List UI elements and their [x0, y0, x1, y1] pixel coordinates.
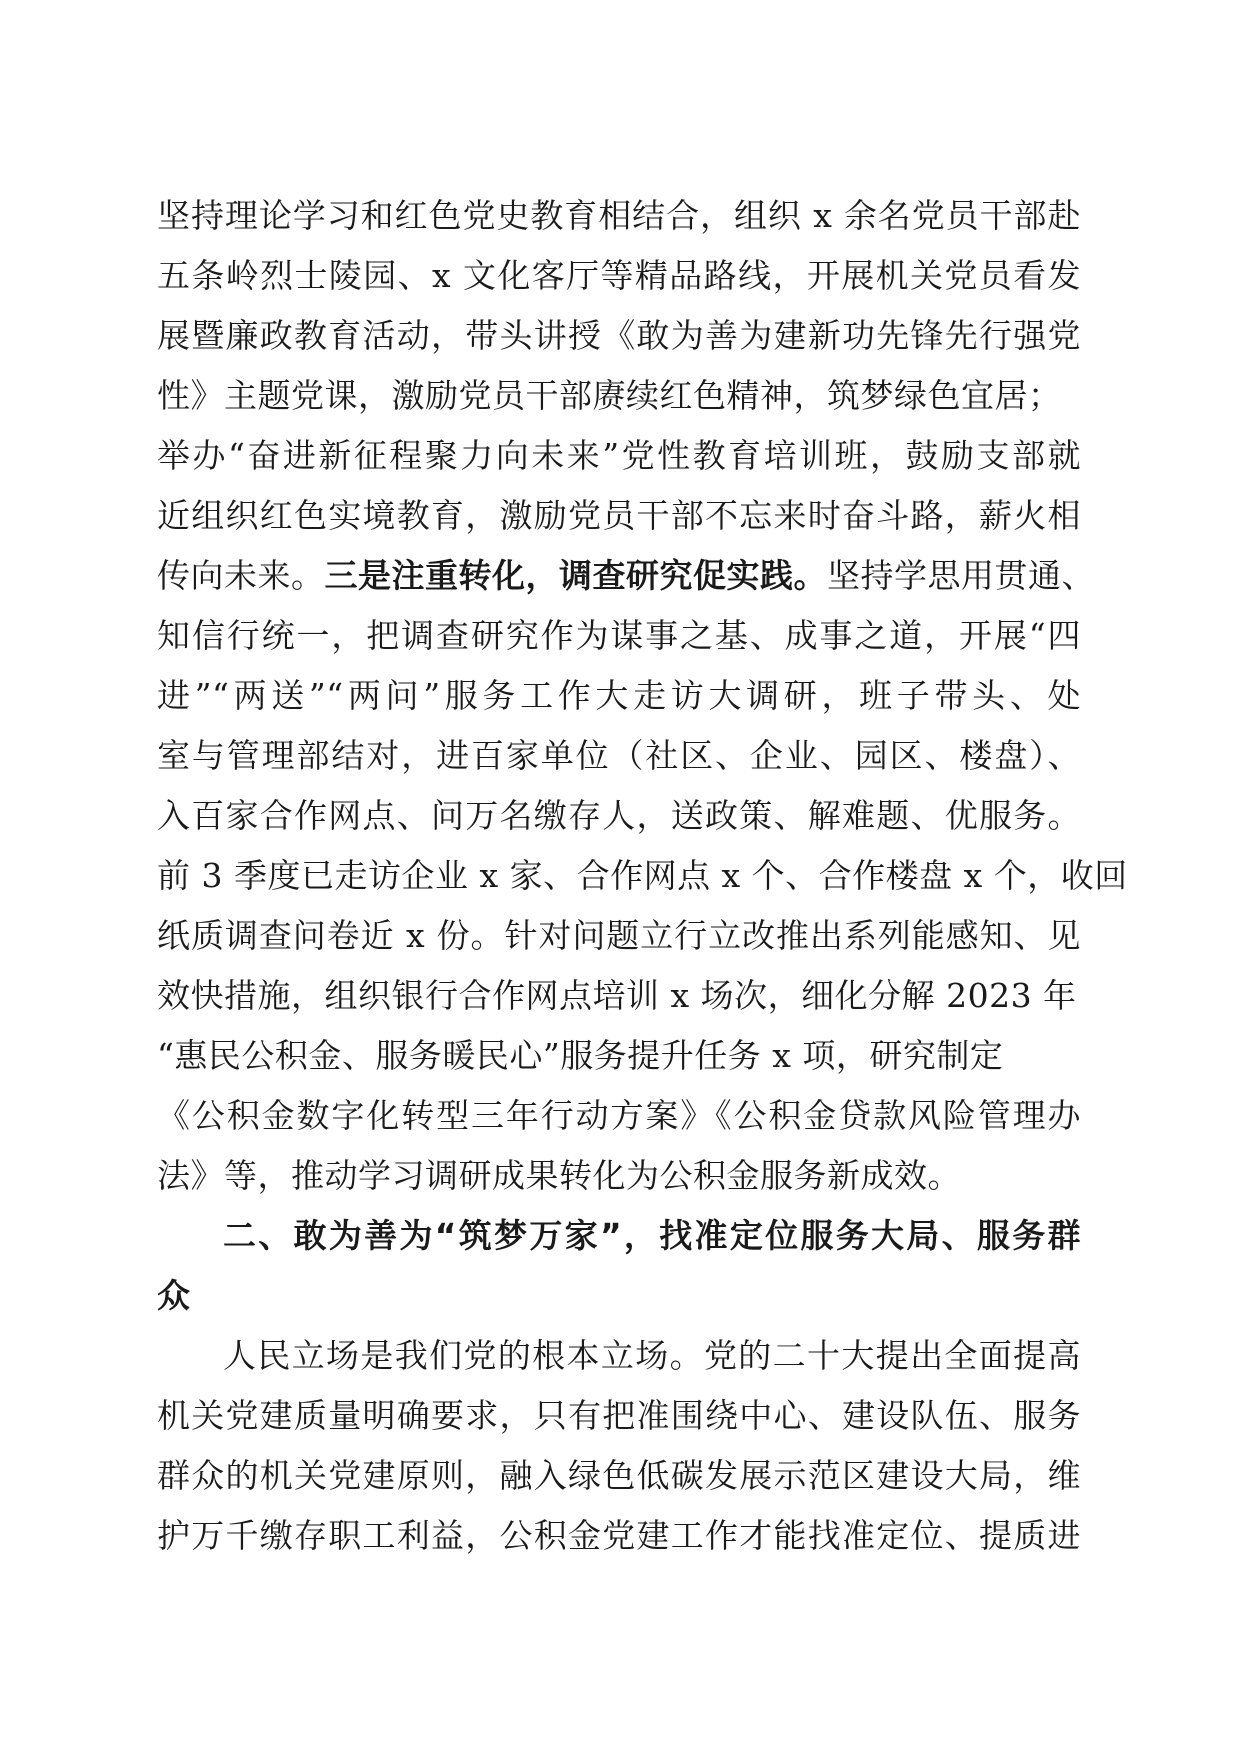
- bold-subheading: 三是注重转化，调查研究促实践。: [324, 556, 827, 595]
- text-line: 举办“奋进新征程聚力向未来”党性教育培训班，鼓励支部就: [157, 436, 1081, 475]
- text-line: 入百家合作网点、问万名缴存人，送政策、解难题、优服务。: [157, 796, 1081, 835]
- text-line: 进”“两送”“两问”服务工作大走访大调研，班子带头、处: [157, 676, 1081, 715]
- paragraph-theory-study: [157, 186, 1128, 1206]
- text-line: 性》主题党课，激励党员干部赓续红色精神，筑梦绿色宜居；: [157, 376, 1062, 415]
- text-line: 五条岭烈士陵园、x 文化客厅等精品路线，开展机关党员看发: [157, 256, 1081, 295]
- heading-line: 二、敢为善为“筑梦万家”，找准定位服务大局、服务群: [223, 1216, 1081, 1255]
- text-span: 传向未来。: [157, 556, 325, 595]
- text-line: 《公积金数字化转型三年行动方案》《公积金贷款风险管理办: [157, 1096, 1081, 1135]
- text-line: 纸质调查问卷近 x 份。针对问题立行立改推出系列能感知、见: [157, 916, 1081, 955]
- text-line: 护万千缴存职工利益，公积金党建工作才能找准定位、提质进: [157, 1516, 1081, 1555]
- text-line: 效快措施，组织银行合作网点培训 x 场次，细化分解 2023 年: [157, 976, 1077, 1015]
- heading-line: 众: [157, 1276, 191, 1315]
- text-line: “惠民公积金、服务暖民心”服务提升任务 x 项，研究制定: [157, 1036, 1004, 1075]
- text-line: 前 3 季度已走访企业 x 家、合作网点 x 个、合作楼盘 x 个，收回: [157, 856, 1128, 895]
- text-line-mixed: [157, 546, 1095, 606]
- text-line: 知信行统一，把调查研究作为谋事之基、成事之道，开展“四: [157, 616, 1081, 655]
- text-line: 法》等，推动学习调研成果转化为公积金服务新成效。: [157, 1156, 961, 1195]
- text-line: 人民立场是我们党的根本立场。党的二十大提出全面提高: [223, 1336, 1081, 1375]
- paragraph-people-stance: [157, 1326, 1081, 1566]
- text-line: 坚持理论学习和红色党史教育相结合，组织 x 余名党员干部赴: [157, 196, 1081, 235]
- section-heading-2: [157, 1206, 1081, 1326]
- text-line: 机关党建质量明确要求，只有把准围绕中心、建设队伍、服务: [157, 1396, 1081, 1435]
- text-line: 室与管理部结对，进百家单位（社区、企业、园区、楼盘）、: [157, 736, 1081, 775]
- document-body: [157, 186, 1128, 1566]
- text-line: 群众的机关党建原则，融入绿色低碳发展示范区建设大局，维: [157, 1456, 1081, 1495]
- text-line: 近组织红色实境教育，激励党员干部不忘来时奋斗路，薪火相: [157, 496, 1081, 535]
- text-line: 展暨廉政教育活动，带头讲授《敢为善为建新功先锋先行强党: [157, 316, 1081, 355]
- text-span: 坚持学思用贯通、: [827, 556, 1095, 595]
